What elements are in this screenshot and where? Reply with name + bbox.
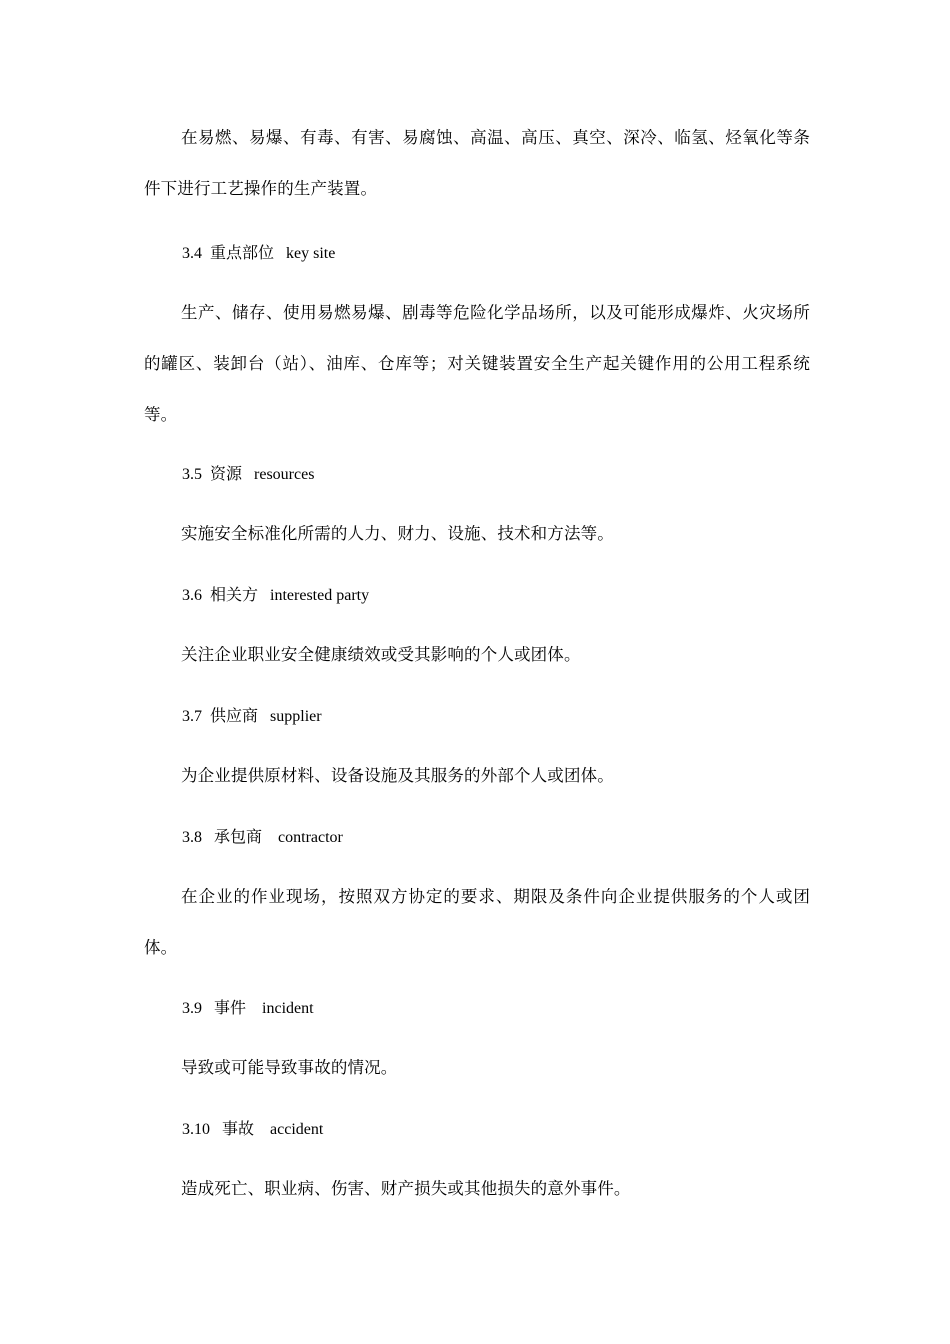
- term-english: contractor: [278, 829, 343, 846]
- term-chinese: 事件: [214, 998, 247, 1017]
- term-english: resources: [254, 466, 315, 483]
- term-chinese: 重点部位: [210, 243, 275, 262]
- term-chinese: 相关方: [210, 585, 259, 604]
- paragraph-accident-definition: 造成死亡、职业病、伤害、财产损失或其他损失的意外事件。: [181, 1179, 631, 1198]
- term-number: 3.4: [182, 245, 202, 262]
- term-number: 3.7: [182, 708, 202, 725]
- term-chinese: 资源: [210, 464, 243, 483]
- paragraph-resources-definition: 实施安全标准化所需的人力、财力、设施、技术和方法等。: [181, 524, 614, 543]
- term-english: key site: [286, 245, 336, 262]
- term-heading-supplier: [182, 706, 322, 727]
- term-english: incident: [262, 1000, 314, 1017]
- paragraph-key-site-definition: 生产、储存、使用易燃易爆、剧毒等危险化学品场所，以及可能形成爆炸、火灾场所的罐区、装卸台（站）、油库、仓库等；对关键装置安全生产起关键作用的公用工程系统等。: [144, 303, 810, 424]
- term-heading-interested-party: [182, 585, 369, 606]
- term-heading-resources: [182, 464, 314, 485]
- term-number: 3.10: [182, 1121, 210, 1138]
- term-number: 3.5: [182, 466, 202, 483]
- paragraph-supplier-definition: 为企业提供原材料、设备设施及其服务的外部个人或团体。: [181, 766, 614, 785]
- term-heading-key-site: [182, 243, 335, 264]
- term-chinese: 供应商: [210, 706, 259, 725]
- term-english: interested party: [270, 587, 370, 604]
- term-english: accident: [270, 1121, 324, 1138]
- paragraph-process-unit-definition: 在易燃、易爆、有毒、有害、易腐蚀、高温、高压、真空、深冷、临氢、烃氧化等条件下进行工艺操作的生产装置。: [144, 128, 810, 198]
- paragraph-incident-definition: 导致或可能导致事故的情况。: [181, 1058, 398, 1077]
- term-heading-contractor: [182, 827, 343, 848]
- paragraph-contractor-definition: 在企业的作业现场，按照双方协定的要求、期限及条件向企业提供服务的个人或团体。: [144, 887, 810, 957]
- term-english: supplier: [270, 708, 322, 725]
- term-number: 3.6: [182, 587, 202, 604]
- term-chinese: 事故: [222, 1119, 255, 1138]
- paragraph-interested-party-definition: 关注企业职业安全健康绩效或受其影响的个人或团体。: [181, 645, 581, 664]
- term-heading-incident: [182, 998, 314, 1019]
- term-number: 3.8: [182, 829, 202, 846]
- term-number: 3.9: [182, 1000, 202, 1017]
- term-heading-accident: [182, 1119, 323, 1140]
- term-chinese: 承包商: [214, 827, 263, 846]
